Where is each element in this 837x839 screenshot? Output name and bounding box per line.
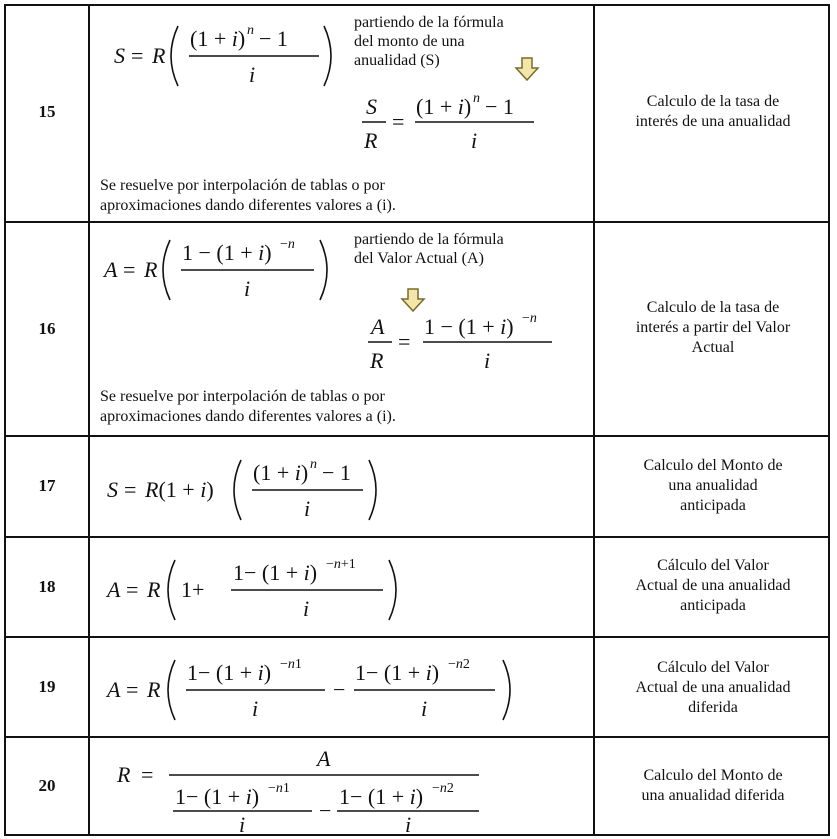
svg-text:A: A (317, 746, 331, 771)
table-border-bottom (4, 834, 830, 836)
table-border-left (4, 4, 6, 836)
svg-text:(1 + i): (1 + i) (416, 94, 472, 119)
svg-text:1+: 1+ (181, 577, 205, 602)
svg-text:=: = (124, 477, 137, 502)
down-arrow-icon (400, 287, 426, 313)
svg-text:i: i (421, 696, 428, 721)
svg-text:S: S (107, 477, 118, 502)
svg-text:R: R (147, 677, 161, 702)
svg-text:R: R (117, 762, 131, 787)
svg-text:i: i (405, 812, 412, 837)
svg-text:S: S (114, 43, 125, 68)
svg-text:(1 + i): (1 + i) (253, 460, 309, 485)
svg-text:1− (1 + i): 1− (1 + i) (233, 560, 318, 585)
row-description: Cálculo del Valor Actual de una anualidad anticipada (635, 557, 791, 614)
formula-derived (362, 92, 542, 154)
interpolation-note: Se resuelve por interpolación de tablas o por aproximaciones dando diferentes valores a (i). (100, 388, 396, 425)
svg-text:−n1: −n1 (268, 781, 290, 796)
svg-text:i: i (239, 812, 246, 837)
svg-text:i: i (244, 276, 251, 301)
svg-text:A: A (104, 257, 118, 282)
svg-text:i: i (484, 348, 491, 373)
svg-text:i: i (252, 696, 259, 721)
svg-text:S: S (366, 94, 377, 119)
svg-text:R(1 + i): R(1 + i) (145, 477, 214, 502)
interpolation-note: Se resuelve por interpolación de tablas o por aproximaciones dando diferentes valores a (i). (100, 177, 396, 214)
svg-text:−: − (333, 677, 346, 702)
svg-text:i: i (303, 596, 310, 621)
svg-text:1 − (1 + i): 1 − (1 + i) (424, 314, 514, 339)
column-divider (88, 4, 90, 836)
svg-text:−n+1: −n+1 (326, 557, 356, 572)
row-divider (4, 736, 830, 738)
svg-text:1 − (1 + i): 1 − (1 + i) (182, 240, 272, 265)
svg-text:i: i (304, 496, 311, 521)
svg-text:=: = (398, 329, 411, 354)
row-number: 15 (38, 102, 56, 121)
svg-text:−n2: −n2 (432, 781, 454, 796)
row-number: 18 (38, 577, 56, 596)
svg-text:n: n (473, 91, 480, 106)
svg-text:i: i (249, 62, 256, 87)
svg-text:=: = (131, 43, 144, 68)
svg-text:1− (1 + i): 1− (1 + i) (187, 660, 272, 685)
formula-main (107, 552, 407, 624)
svg-text:=: = (126, 577, 139, 602)
formula-main (107, 452, 387, 524)
row-description: Calculo del Monto de una anualidad diferida (641, 767, 785, 804)
row-number: 17 (38, 476, 56, 495)
svg-text:n: n (247, 23, 254, 38)
svg-text:− 1: − 1 (322, 460, 351, 485)
formula-main (104, 232, 344, 304)
svg-text:1− (1 + i): 1− (1 + i) (339, 784, 424, 809)
formula-derived (368, 312, 558, 374)
row-divider (4, 435, 830, 437)
row-description: Calculo de la tasa de interés a partir del Valor Actual (635, 299, 791, 356)
svg-text:R: R (364, 128, 378, 153)
formula-table (4, 4, 830, 836)
formula-main (117, 742, 497, 837)
svg-text:−n1: −n1 (280, 657, 302, 672)
formula-main (114, 18, 344, 90)
formula-explanation: partiendo de la fórmula del monto de una anualidad (S) (354, 14, 504, 69)
formula-main (107, 652, 527, 724)
svg-text:R: R (147, 577, 161, 602)
svg-text:=: = (123, 257, 136, 282)
row-divider (4, 221, 830, 223)
svg-text:R: R (370, 348, 384, 373)
svg-text:=: = (392, 109, 405, 134)
row-number: 20 (38, 776, 56, 795)
svg-text:n: n (310, 457, 317, 472)
svg-text:−n: −n (522, 311, 537, 326)
svg-text:=: = (141, 762, 154, 787)
svg-text:1− (1 + i): 1− (1 + i) (355, 660, 440, 685)
row-description: Cálculo del Valor Actual de una anualidad diferida (635, 659, 791, 716)
svg-text:− 1: − 1 (485, 94, 514, 119)
svg-text:− 1: − 1 (259, 26, 288, 51)
svg-text:−n2: −n2 (448, 657, 470, 672)
row-number: 19 (38, 677, 56, 696)
svg-text:(1 + i): (1 + i) (190, 26, 246, 51)
svg-text:R: R (152, 43, 166, 68)
svg-text:A: A (371, 314, 385, 339)
svg-text:=: = (126, 677, 139, 702)
row-description: Calculo de la tasa de interés de una anualidad (635, 93, 791, 130)
row-divider (4, 636, 830, 638)
row-number: 16 (38, 319, 56, 338)
table-border-top (4, 4, 830, 6)
svg-text:A: A (107, 677, 121, 702)
row-description: Calculo del Monto de una anualidad anticipada (643, 457, 783, 514)
svg-text:A: A (107, 577, 121, 602)
row-divider (4, 536, 830, 538)
svg-text:i: i (471, 128, 478, 153)
down-arrow-icon (514, 56, 540, 82)
formula-explanation: partiendo de la fórmula del Valor Actual (A) (354, 231, 504, 267)
svg-text:−n: −n (280, 237, 295, 252)
svg-text:R: R (144, 257, 158, 282)
svg-text:1− (1 + i): 1− (1 + i) (175, 784, 260, 809)
svg-text:−: − (319, 798, 332, 823)
